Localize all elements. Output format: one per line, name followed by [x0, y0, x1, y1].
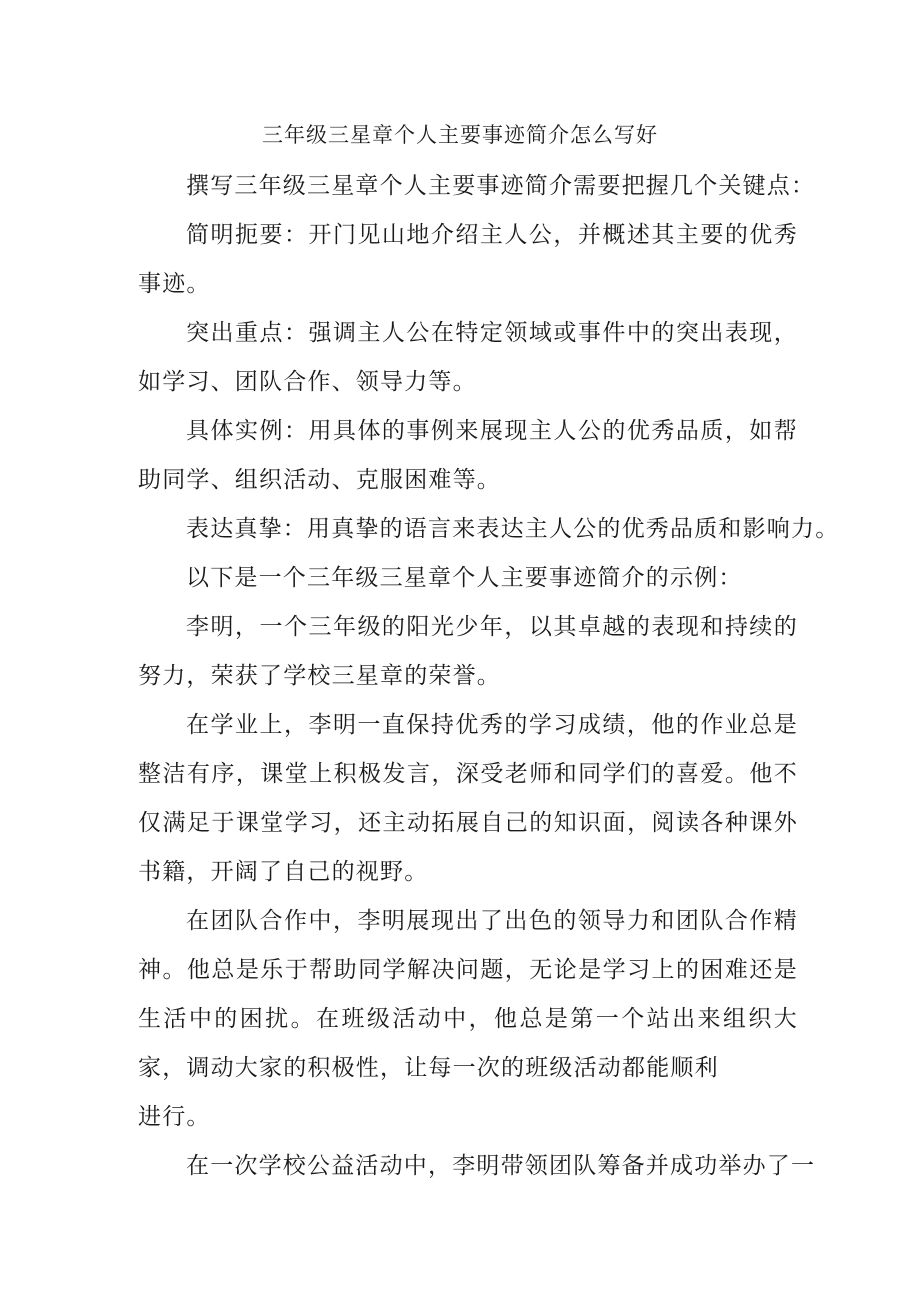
paragraph-point-highlight: 突出重点：强调主人公在特定领域或事件中的突出表现，如学习、团队合作、领导力等。 — [138, 320, 798, 395]
paragraph-example-summary: 李明，一个三年级的阳光少年，以其卓越的表现和持续的努力，荣获了学校三星章的荣誉。 — [138, 614, 798, 689]
paragraph-point-sincere: 表达真挚：用真挚的语言来表达主人公的优秀品质和影响力。 — [186, 516, 840, 542]
paragraph-example-charity: 在一次学校公益活动中，李明带领团队筹备并成功举办了一 — [186, 1153, 816, 1179]
paragraph-point-examples: 具体实例：用具体的事例来展现主人公的优秀品质，如帮助同学、组织活动、克服困难等。 — [138, 418, 798, 493]
paragraph-intro: 撰写三年级三星章个人主要事迹简介需要把握几个关键点： — [186, 173, 816, 199]
paragraph-point-concise: 简明扼要：开门见山地介绍主人公，并概述其主要的优秀事迹。 — [138, 222, 798, 297]
document-body — [138, 162, 840, 1191]
paragraph-example-intro: 以下是一个三年级三星章个人主要事迹简介的示例： — [186, 565, 743, 591]
paragraph-example-study: 在学业上，李明一直保持优秀的学习成绩，他的作业总是整洁有序，课堂上积极发言，深受老师和同学们的喜爱。他不仅满足于课堂学习，还主动拓展自己的知识面，阅读各种课外书籍，开阔了自己的视野。 — [138, 712, 798, 885]
document-title: 三年级三星章个人主要事迹简介怎么写好 — [262, 123, 658, 147]
paragraph-example-teamwork: 在团队合作中，李明展现出了出色的领导力和团队合作精神。他总是乐于帮助同学解决问题，无论是学习上的困难还是生活中的困扰。在班级活动中，他总是第一个站出来组织大家，调动大家的积极性，让每一次的班级活动都能顺利 — [138, 908, 798, 1081]
paragraph-example-teamwork-continued: 进行。 — [138, 1104, 211, 1130]
